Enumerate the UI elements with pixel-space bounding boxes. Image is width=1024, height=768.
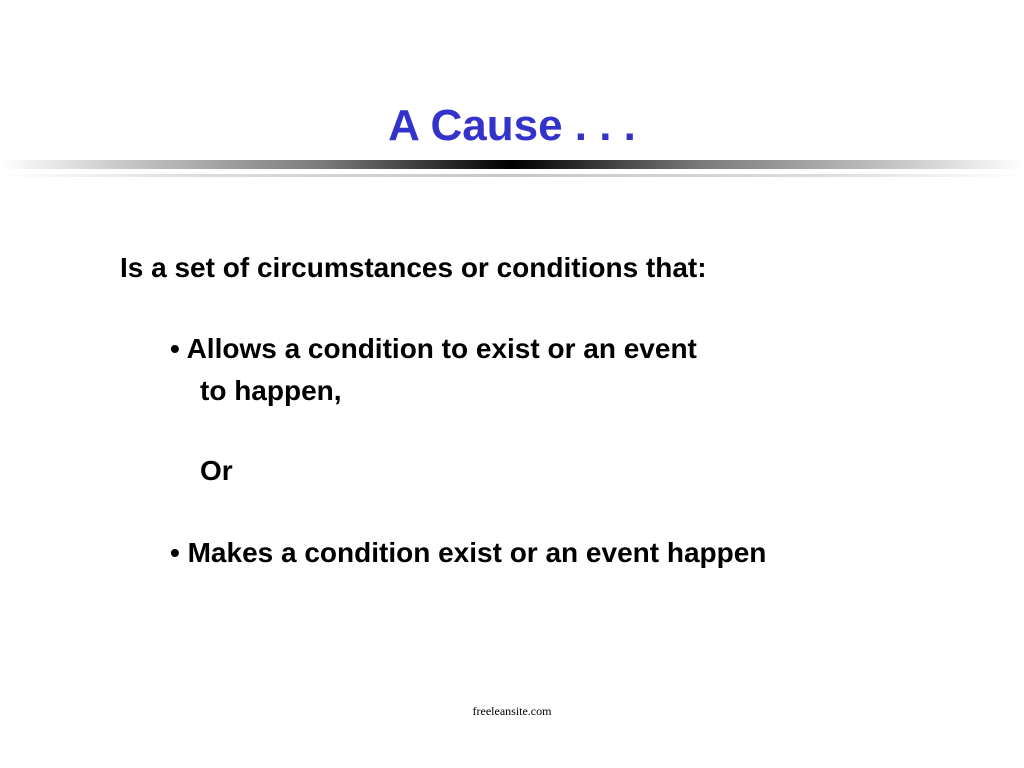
bullet-1-line-1: Allows a condition to exist or an event	[186, 333, 697, 364]
bullet-2-text: Makes a condition exist or an event happen	[187, 537, 767, 568]
title-divider	[0, 160, 1024, 169]
intro-text: Is a set of circumstances or conditions that:	[120, 252, 707, 283]
slide-title: A Cause . . .	[388, 101, 636, 150]
bullet-glyph: •	[170, 333, 180, 364]
footer-source: freeleansite.com	[472, 704, 552, 718]
bullet-1-line-2: to happen,	[200, 375, 342, 406]
title-divider-thin	[0, 174, 1024, 177]
bullet-glyph: •	[170, 537, 180, 568]
connector-text: Or	[200, 455, 233, 486]
bullet-item-2	[170, 535, 766, 571]
bullet-item-1	[170, 331, 697, 367]
